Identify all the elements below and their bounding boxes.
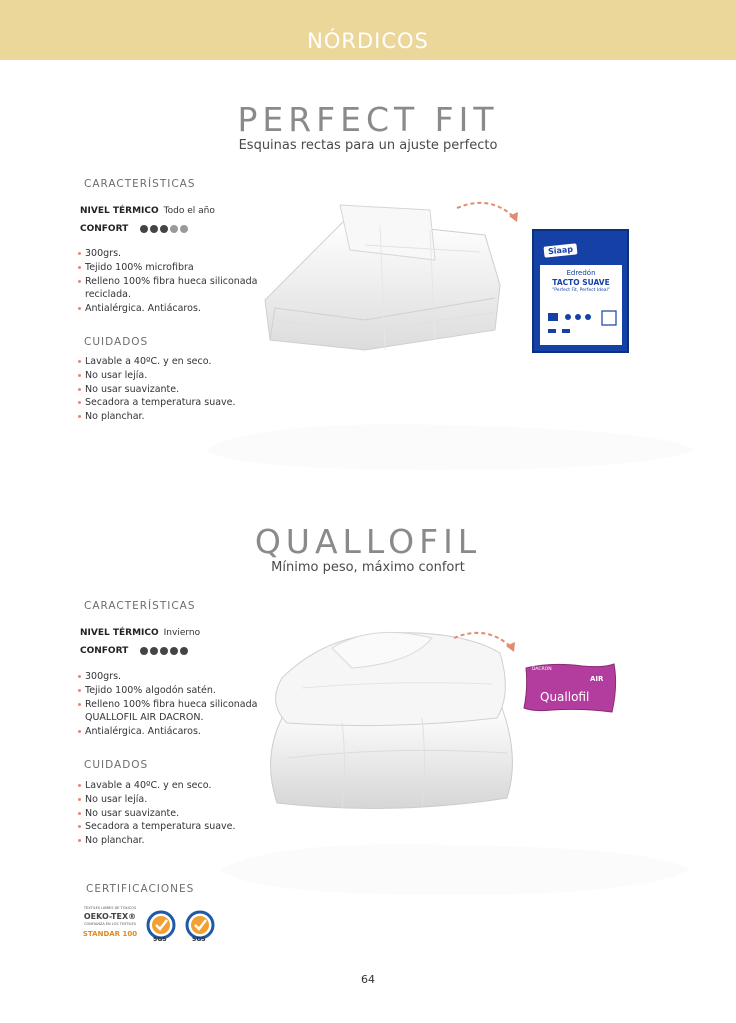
comfort-row — [80, 224, 133, 234]
thermal-level-label: NIVEL TÉRMICO — [80, 206, 159, 216]
care-heading: CUIDADOS — [84, 759, 149, 771]
comfort-dot-filled — [140, 225, 148, 233]
comfort-dot-filled — [160, 647, 168, 655]
care-heading: CUIDADOS — [84, 336, 149, 348]
comfort-dot-filled — [150, 647, 158, 655]
comfort-rating — [140, 647, 188, 655]
package-line2: TACTO SUAVE — [552, 278, 610, 287]
list-item: Tejido 100% microfibra — [78, 261, 257, 275]
comfort-dot-empty — [170, 225, 178, 233]
comfort-dot-filled — [180, 647, 188, 655]
comfort-label: CONFORT — [80, 646, 129, 656]
oeko-line1: TEXTILES LIBRES DE TÓXICOS — [83, 906, 137, 910]
oeko-line3: CONFIANZA EN LOS TEXTILES — [84, 922, 136, 926]
list-item: Lavable a 40ºC. y en seco. — [78, 355, 236, 369]
list-item: Relleno 100% fibra hueca siliconada — [78, 275, 257, 289]
thermal-level-label: NIVEL TÉRMICO — [80, 628, 159, 638]
package-brand-logo: Sîaap — [544, 243, 578, 257]
thermal-level-value: Todo el año — [163, 206, 215, 216]
arrow-icon — [455, 196, 525, 230]
list-item: Tejido 100% algodón satén. — [78, 684, 257, 698]
comfort-row — [80, 646, 133, 656]
characteristics-heading: CARACTERÍSTICAS — [84, 178, 196, 190]
list-item: Antialérgica. Antiácaros. — [78, 725, 257, 739]
list-item: Secadora a temperatura suave. — [78, 820, 236, 834]
sgs-badge — [184, 910, 216, 946]
comfort-label: CONFORT — [80, 224, 129, 234]
thermal-level-value: Invierno — [163, 628, 201, 638]
product-subtitle: Esquinas rectas para un ajuste perfecto — [238, 138, 498, 153]
thermal-level — [80, 206, 215, 216]
list-item: No planchar. — [78, 834, 236, 848]
badge-name: Quallofil — [540, 690, 590, 704]
badge-brand: DACRON — [532, 667, 552, 672]
package-label-panel — [540, 265, 622, 345]
comfort-dot-filled — [140, 647, 148, 655]
perfect-fit-package — [532, 229, 629, 353]
product-title: QUALLOFIL — [254, 522, 482, 561]
product-title: PERFECT FIT — [237, 100, 499, 139]
list-item: Lavable a 40ºC. y en seco. — [78, 779, 236, 793]
sgs-label: SGS — [192, 936, 206, 943]
list-item: 300grs. — [78, 670, 257, 684]
sgs-badge — [145, 910, 177, 946]
list-item: No planchar. — [78, 410, 236, 424]
list-item: No usar lejía. — [78, 793, 236, 807]
list-item: QUALLOFIL AIR DACRON. — [85, 712, 204, 724]
arrow-icon — [452, 626, 522, 660]
list-item: No usar suavizante. — [78, 383, 236, 397]
characteristics-heading: CARACTERÍSTICAS — [84, 600, 196, 612]
list-item: Secadora a temperatura suave. — [78, 396, 236, 410]
oeko-name: OEKO-TEX® — [83, 912, 137, 921]
list-item: 300grs. — [78, 247, 257, 261]
section-title: NÓRDICOS — [307, 29, 429, 53]
list-item: Relleno 100% fibra hueca siliconada — [78, 698, 257, 712]
features-list — [78, 247, 257, 316]
comfort-dot-filled — [150, 225, 158, 233]
oeko-standard: STANDAR 100 — [82, 930, 138, 938]
list-item: No usar suavizante. — [78, 807, 236, 821]
features-list — [78, 670, 257, 739]
care-list — [78, 355, 236, 424]
thermal-level — [80, 628, 200, 638]
package-line1: Edredón — [566, 269, 596, 277]
package-line3: "Perfect Fit, Perfect Ideal" — [552, 288, 610, 293]
oeko-tex-logo — [78, 906, 142, 946]
list-item: No usar lejía. — [78, 369, 236, 383]
list-item: Antialérgica. Antiácaros. — [78, 302, 257, 316]
product-subtitle: Mínimo peso, máximo confort — [271, 560, 465, 575]
package-icons — [546, 309, 618, 339]
shadow-shape — [210, 830, 700, 900]
sgs-label: SGS — [153, 936, 167, 943]
list-item: reciclada. — [85, 289, 131, 301]
comfort-dot-filled — [160, 225, 168, 233]
page-number: 64 — [361, 973, 375, 986]
certifications-heading: CERTIFICACIONES — [86, 883, 195, 895]
comfort-dot-filled — [170, 647, 178, 655]
shadow-shape — [195, 415, 705, 475]
comfort-dot-empty — [180, 225, 188, 233]
comfort-rating — [140, 225, 188, 233]
badge-air: AIR — [590, 675, 604, 683]
